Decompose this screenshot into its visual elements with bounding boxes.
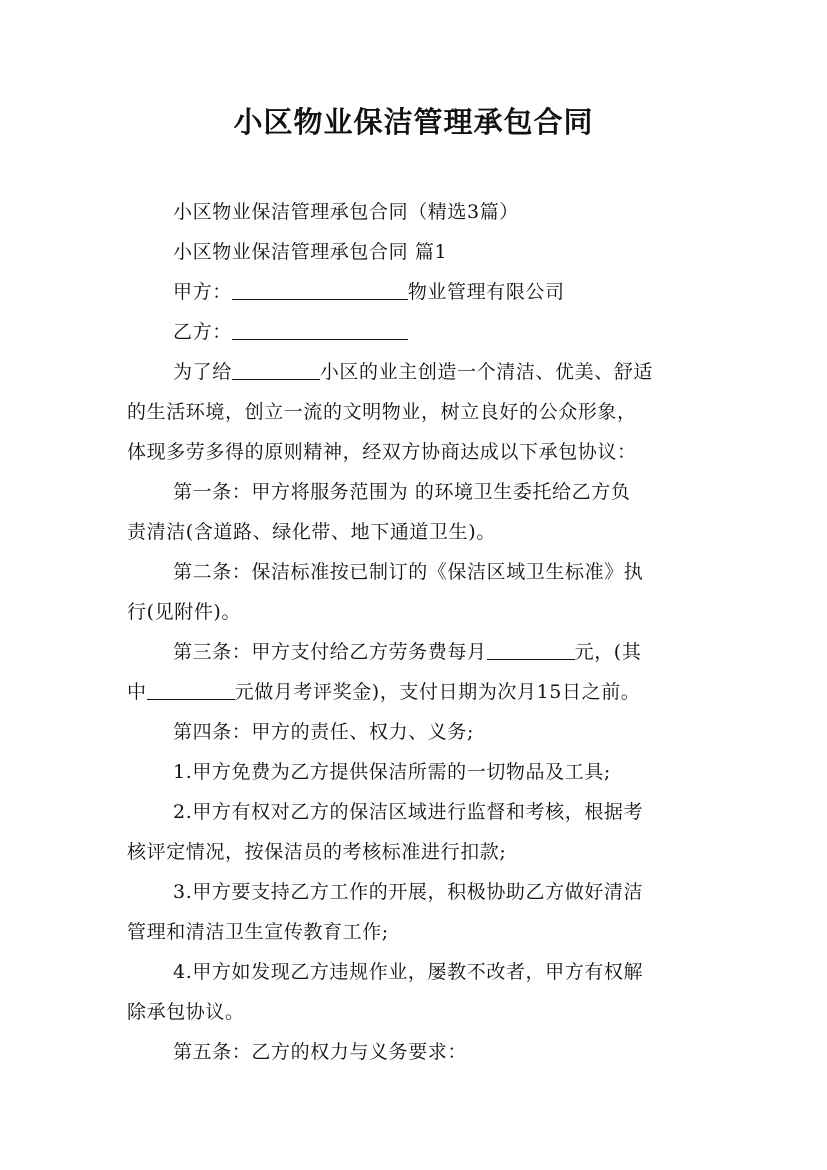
- party-b-blank: [232, 319, 408, 340]
- party-b-label: 乙方：: [173, 321, 232, 343]
- monthly-fee-blank: [487, 639, 575, 660]
- article1-line-1: 第一条：甲方将服务范围为 的环境卫生委托给乙方负: [173, 481, 631, 503]
- article3-text-b: 元，(其: [574, 641, 642, 663]
- article3-text-c: 中: [127, 681, 147, 703]
- bonus-blank: [147, 679, 235, 700]
- party-b-line: [127, 312, 707, 352]
- subtitle: 小区物业保洁管理承包合同（精选3篇）: [173, 201, 519, 223]
- intro-text-b: 小区的业主创造一个清洁、优美、舒适: [319, 361, 654, 383]
- section-heading: 小区物业保洁管理承包合同 篇1: [173, 241, 448, 263]
- document-title: 小区物业保洁管理承包合同: [233, 105, 594, 139]
- article4-item-4-line-2: 除承包协议。: [127, 1001, 245, 1023]
- article3-text-d: 元做月考评奖金)，支付日期为次月15日之前。: [234, 681, 641, 703]
- party-a-blank: [232, 279, 408, 300]
- article4-item-4-line-1: 4.甲方如发现乙方违规作业，屡教不改者，甲方有权解: [173, 961, 644, 983]
- article2-line-1: 第二条：保洁标准按已制订的《保洁区域卫生标准》执: [173, 561, 644, 583]
- party-a-label: 甲方：: [173, 281, 232, 303]
- article4-heading: 第四条：甲方的责任、权力、义务;: [173, 721, 475, 743]
- article5-heading: 第五条：乙方的权力与义务要求：: [173, 1041, 468, 1063]
- party-a-line: [127, 272, 707, 312]
- article4-item-3-line-2: 管理和清洁卫生宣传教育工作;: [127, 921, 389, 943]
- party-a-suffix: 物业管理有限公司: [407, 281, 565, 303]
- document-body: [127, 192, 707, 1072]
- intro-text-a: 为了给: [173, 361, 232, 383]
- article1-line-2: 责清洁(含道路、绿化带、地下通道卫生)。: [127, 521, 496, 543]
- article3-line-2: [127, 672, 707, 712]
- intro-line-3: 体现多劳多得的原则精神，经双方协商达成以下承包协议：: [127, 441, 637, 463]
- article3-line-1: [127, 632, 707, 672]
- article3-text-a: 第三条：甲方支付给乙方劳务费每月: [173, 641, 487, 663]
- community-name-blank: [232, 359, 320, 380]
- intro-line-1: [127, 352, 707, 392]
- article2-line-2: 行(见附件)。: [127, 601, 242, 623]
- intro-line-2: 的生活环境，创立一流的文明物业，树立良好的公众形象，: [127, 401, 637, 423]
- article4-item-1: 1.甲方免费为乙方提供保洁所需的一切物品及工具;: [173, 761, 611, 783]
- article4-item-3-line-1: 3.甲方要支持乙方工作的开展，积极协助乙方做好清洁: [173, 881, 644, 903]
- article4-item-2-line-2: 核评定情况，按保洁员的考核标准进行扣款;: [127, 841, 507, 863]
- article4-item-2-line-1: 2.甲方有权对乙方的保洁区域进行监督和考核，根据考: [173, 801, 644, 823]
